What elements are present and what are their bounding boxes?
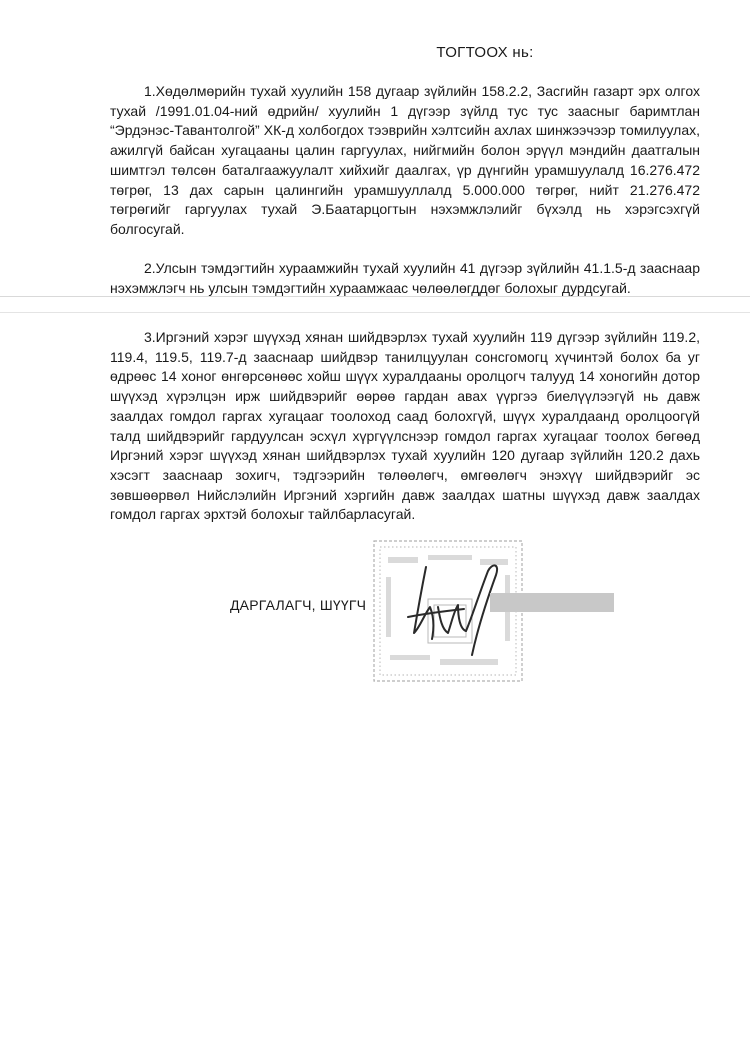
signature-label: ДАРГАЛАГЧ, ШҮҮГЧ <box>230 597 367 613</box>
scan-artifact-line <box>0 312 750 313</box>
handwritten-signature <box>408 565 497 655</box>
paragraph-1: 1.Хөдөлмөрийн тухай хуулийн 158 дугаар зүйлийн 158.2.2, Засгийн газарт эрх олгох тухай /1991.01.04-ний өдрийн/ хуулийн 1 дүгээр зүйлд тус тус заасныг баримтлан “Эрдэнэс-Тавантолгой” ХК-д холбогдох тээврийн хэлтсийн ахлах шинжээчээр томилуулах, ажилгүй байсан хугацааны цалин гаргуулах, нийгмийн болон эрүүл мэндийн даатгалын шимтгэл төлсөн баталгаажуулалт хийхийг даалгах, үр дүнгийн урамшуулалд 16.276.472 төгрөг, 13 дах сарын цалингийн урамшууллалд 5.000.000 төгрөг, нийт 21.276.472 төгрөгийг гаргуулах тухай Э.Баатарцогтын нэхэмжлэлийг бүхэлд нь хэрэгсэхгүй болгосугай. <box>110 83 700 237</box>
paragraph-2: 2.Улсын тэмдэгтийн хураамжийн тухай хуулийн 41 дүгээр зүйлийн 41.1.5-д зааснаар нэхэмжлэгч нь улсын тэмдэгтийн хураамжаас чөлөөлөгддөг болохыг дурдсугай. <box>110 260 700 296</box>
redacted-name <box>490 593 614 612</box>
paragraph-3: 3.Иргэний хэрэг шүүхэд хянан шийдвэрлэх тухай хуулийн 119 дүгээр зүйлийн 119.2, 119.4, 119.5, 119.7-д зааснаар шийдвэр танилцуулан сонсгомогц хүчинтэй болох ба уг өдрөөс 14 хоног өнгөрсөнөөс хойш шүүх хуралдааны оролцогч талууд 14 хоногийн дотор шүүхэд хүрэлцэн ирж шийдвэрийг өөрөө гардан авах үүргээ биелүүлээгүй нь давж заалдах гомдол гаргах хугацааг тоолоход саад болохгүй, шүүх хуралдаанд оролцоогүй талд шийдвэрийг гардуулсан эсхүл хүргүүлснээр гомдол гаргах хугацааг тоолох бөгөөд Иргэний хэрэг шүүхэд хянан шийдвэрлэх тухай хуулийн 120 дугаар зүйлийн 120.2 дахь хэсэгт зааснаар зохигч, тэдгээрийн төлөөлөгч, өмгөөлөгч энэхүү шийдвэрийг эс зөвшөөрвөл Нийслэлийн Иргэний хэргийн давж заалдах шатны шүүхэд давж заалдах гомдол гаргах эрхтэй болохыг тайлбарласугай. <box>110 329 700 523</box>
page-title: ТОГТООХ нь: <box>436 44 534 61</box>
